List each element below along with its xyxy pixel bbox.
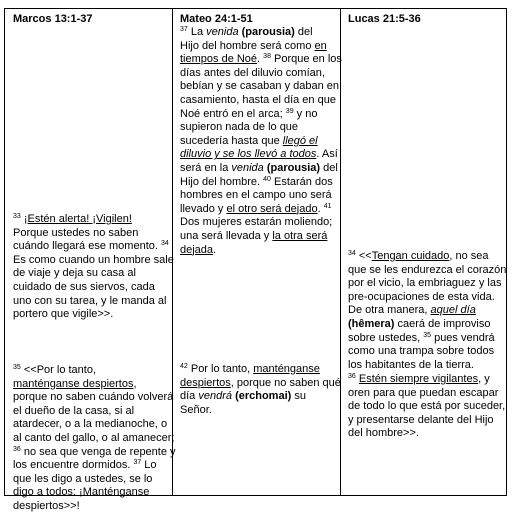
verse-number: 33 [13, 213, 21, 220]
verse-number: 34 [160, 240, 169, 248]
verse-number: 39 [285, 107, 294, 115]
plain-text: día [180, 390, 199, 403]
bold-text: (parousia) [266, 161, 321, 174]
text-line [348, 359, 506, 373]
plain-text: atardecer, o a la medianoche, o [13, 418, 168, 431]
text-line [13, 459, 176, 473]
verse-number: 38 [263, 53, 271, 61]
text-line [180, 80, 342, 94]
text-line [180, 108, 342, 122]
plain-text: sucedería hasta que [180, 134, 283, 147]
text-line [13, 473, 176, 487]
text-line [348, 277, 506, 291]
text-line [180, 26, 342, 40]
text-line [13, 364, 176, 378]
column-header: Lucas 21:5-36 [348, 13, 421, 25]
plain-text: oren para que puedan escapar [348, 386, 499, 399]
plain-text: días antes del diluvio comían, [180, 66, 325, 79]
text-line [180, 121, 342, 135]
text-line [348, 250, 506, 264]
plain-text: del hombre>>. [348, 427, 419, 440]
text-line [13, 405, 176, 419]
plain-text: los encuentre dormidos. [13, 459, 134, 472]
plain-text: el dueño de la casa, si al [13, 404, 135, 417]
underlined-text: manténganse despiertos [13, 377, 134, 390]
text-line [348, 373, 505, 387]
plain-text: Dos mujeres estarán moliendo; [180, 216, 333, 229]
plain-text: y no [293, 107, 318, 120]
text-line [180, 404, 341, 418]
underlined-text: la otra será [272, 229, 328, 242]
text-line [348, 264, 506, 278]
text-line [180, 377, 341, 391]
passage-block [348, 250, 506, 372]
text-line [180, 67, 342, 81]
plain-text: . [317, 202, 324, 215]
text-line [348, 318, 506, 332]
text-line [13, 378, 176, 392]
plain-text: uno con su tarea, y le manda al [13, 294, 167, 307]
verse-number: 41 [323, 202, 332, 210]
plain-text: y presentarse delante del Hijo [348, 413, 494, 426]
plain-text: al canto del gallo, o al amanecer; [13, 431, 175, 444]
plain-text: sobre ustedes, [348, 331, 424, 344]
text-line [180, 230, 342, 244]
text-line [180, 244, 342, 258]
plain-text: que se les endurezca el corazón [348, 263, 507, 276]
plain-text: supieron nada de lo que [180, 121, 299, 134]
text-line [13, 295, 174, 309]
text-line [348, 304, 506, 318]
plain-text: casamiento, hasta el día en que [180, 93, 336, 106]
plain-text: La [187, 26, 207, 38]
text-line [348, 400, 505, 414]
bold-text: (erchomai) [235, 390, 292, 403]
text-line [13, 213, 174, 227]
bold-text: (parousia) [241, 26, 295, 38]
text-line [180, 203, 342, 217]
verse-number: 37 [133, 459, 142, 467]
underlined-text: Estén siempre vigilantes [358, 373, 479, 385]
underlined-italic-text: diluvio y se los llevó a todos [180, 148, 317, 161]
text-line [13, 254, 174, 268]
plain-text: de viaje y deja su casa al [13, 267, 136, 280]
underlined-text: despiertos [180, 376, 231, 389]
plain-text: Porque en los [270, 53, 342, 66]
plain-text: que les digo a ustedes, se lo [13, 472, 153, 485]
underlined-italic-text: llegó el [282, 134, 318, 147]
text-line [180, 53, 342, 67]
verse-number: 36 [13, 445, 21, 453]
text-line [180, 162, 342, 176]
plain-text: Señor. [180, 403, 212, 416]
plain-text: . Así [316, 148, 338, 161]
italic-text: vendrá [198, 390, 232, 403]
verse-number: 42 [180, 363, 188, 370]
passage-block [180, 26, 342, 257]
plain-text: hombres en el campo uno será [180, 189, 332, 202]
passage-block [13, 213, 174, 322]
italic-text: venida [231, 161, 264, 174]
bold-text: (hêmera) [348, 317, 395, 330]
plain-text: del [320, 161, 338, 174]
verse-number: 35 [13, 364, 21, 371]
plain-text: de todo lo que está por suceder, [348, 400, 506, 413]
text-line [348, 414, 505, 428]
plain-text: los habitantes de la tierra. [348, 358, 474, 371]
verse-number: 35 [423, 331, 432, 339]
column-header: Mateo 24:1-51 [180, 13, 253, 25]
underlined-text: Tengan cuidado [371, 250, 450, 262]
text-line [180, 135, 342, 149]
text-line [13, 446, 176, 460]
plain-text: De otra manera, [348, 304, 431, 317]
passage-block [348, 373, 505, 441]
plain-text: , [133, 377, 137, 390]
underlined-text: dejada [180, 243, 214, 256]
underlined-text: ¡Estén alerta! ¡Vigilen! [23, 213, 132, 225]
underlined-text: el otro será dejado [226, 202, 318, 215]
plain-text: Lo [141, 459, 157, 472]
text-line [180, 148, 342, 162]
plain-text: una será llevada y [180, 229, 273, 242]
plain-text: , porque no saben qué [230, 376, 341, 389]
column-header: Marcos 13:1-37 [13, 13, 93, 25]
text-line [13, 418, 176, 432]
text-line [180, 216, 342, 230]
italic-text: venida [206, 26, 239, 38]
plain-text: del [294, 26, 313, 38]
plain-text: despiertos>>! [13, 499, 80, 512]
text-line [348, 345, 506, 359]
text-line [348, 387, 505, 401]
plain-text: su [291, 390, 306, 403]
text-line [348, 291, 506, 305]
text-line [348, 427, 505, 441]
plain-text: porque no saben cuándo volverá [13, 391, 174, 404]
plain-text: , no sea [449, 250, 489, 262]
text-line [13, 267, 174, 281]
verse-number: 36 [348, 373, 356, 380]
plain-text: Estarán dos [270, 175, 333, 188]
parallel-table [4, 8, 507, 512]
underlined-text: manténganse [253, 363, 320, 375]
plain-text: , y [478, 373, 490, 385]
plain-text: portero que vigile>>. [13, 308, 114, 321]
text-line [180, 40, 342, 54]
passage-block [180, 363, 341, 417]
plain-text: pues vendrá [431, 331, 495, 344]
verse-number: 37 [180, 26, 188, 33]
text-line [13, 432, 176, 446]
text-line [180, 94, 342, 108]
plain-text: no sea que venga de repente y [20, 445, 176, 458]
plain-text: . [257, 53, 264, 66]
text-line [180, 363, 341, 377]
text-line [13, 240, 174, 254]
plain-text: será en la [180, 161, 232, 174]
plain-text: Es como cuando un hombre sale [13, 253, 174, 266]
text-line [13, 227, 174, 241]
text-line [180, 390, 341, 404]
underlined-text: en [314, 39, 327, 52]
underlined-text: tiempos de Noé [180, 53, 258, 66]
plain-text: << [355, 250, 372, 262]
verse-number: 40 [263, 175, 271, 183]
text-line [13, 391, 176, 405]
text-line [13, 486, 176, 500]
plain-text: Noé entró en el arca; [180, 107, 286, 120]
plain-text: Hijo del hombre será como [180, 39, 315, 52]
plain-text: llevado y [180, 202, 227, 215]
plain-text: cuándo llegará ese momento. [13, 240, 161, 253]
plain-text: Por lo tanto, [187, 363, 254, 375]
text-line [180, 176, 342, 190]
text-line [180, 189, 342, 203]
plain-text: bebían y se casaban y daban en [180, 80, 340, 93]
plain-text: como una trampa sobre todos [348, 345, 495, 358]
text-line [13, 308, 174, 322]
plain-text: caerá de improviso [394, 317, 491, 330]
passage-block [13, 364, 176, 514]
plain-text: Porque ustedes no saben [13, 226, 139, 239]
verse-number: 34 [348, 250, 356, 257]
plain-text: <<Por lo tanto, [20, 364, 97, 376]
plain-text: cuidado de sus siervos, cada [13, 280, 155, 293]
plain-text: digo a todos: ¡Manténganse [13, 486, 150, 499]
plain-text: . [213, 243, 217, 256]
plain-text: por el vicio, la embriaguez y las [348, 277, 502, 290]
text-line [348, 332, 506, 346]
underlined-italic-text: aquel día [430, 304, 476, 317]
plain-text: pre-ocupaciones de esta vida. [348, 290, 495, 303]
text-line [13, 281, 174, 295]
plain-text: Hijo del hombre. [180, 175, 264, 188]
